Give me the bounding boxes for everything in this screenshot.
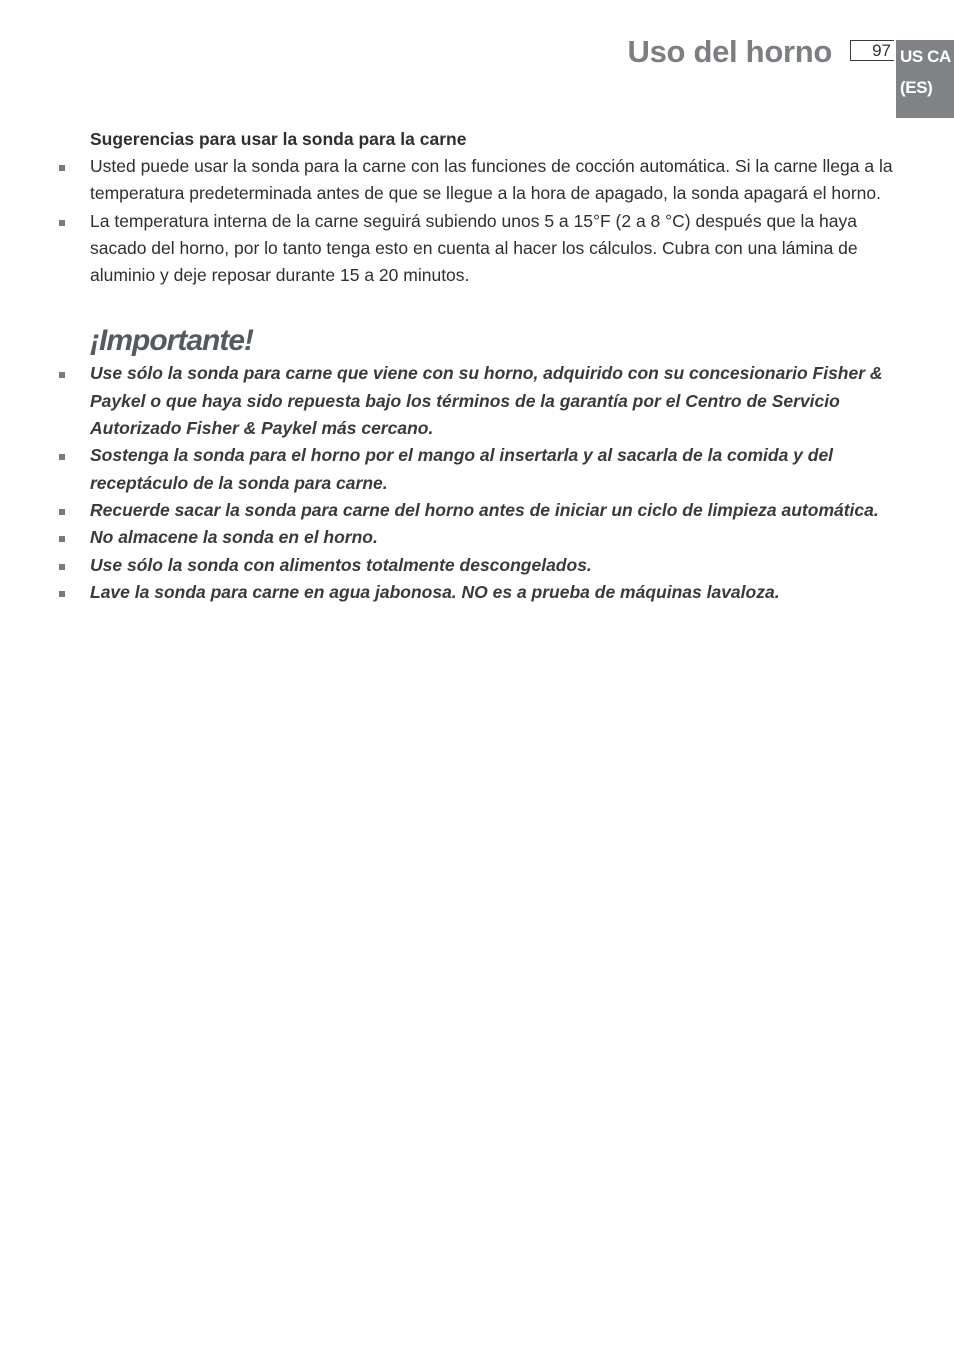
square-bullet-icon xyxy=(59,536,65,542)
list-item xyxy=(90,360,900,442)
list-item xyxy=(90,524,900,551)
list-item xyxy=(90,579,900,606)
page-number: 97 xyxy=(850,40,894,61)
important-list xyxy=(90,360,900,606)
list-item-text: Recuerde sacar la sonda para carne del horno antes de iniciar un ciclo de limpieza automática. xyxy=(90,499,879,520)
list-item-text: No almacene la sonda en el horno. xyxy=(90,527,378,548)
language-tab xyxy=(896,40,954,118)
main-content xyxy=(90,126,900,606)
language-tab-region: US CA xyxy=(900,47,951,66)
square-bullet-icon xyxy=(59,220,65,226)
tips-heading: Sugerencias para usar la sonda para la carne xyxy=(90,129,467,149)
list-item-text: Usted puede usar la sonda para la carne con las funciones de cocción automática. Si la carne llega a la temperatura predeterminada antes de que se llegue a la hora de apagado, la sonda apagará el horno. xyxy=(90,156,893,204)
square-bullet-icon xyxy=(59,591,65,597)
list-item-text: Use sólo la sonda para carne que viene con su horno, adquirido con su concesionario Fisher & Paykel o que haya sido repuesta bajo los términos de la garantía por el Centro de Servicio Autorizado Fisher & Paykel más cercano. xyxy=(90,363,883,439)
square-bullet-icon xyxy=(59,165,65,171)
square-bullet-icon xyxy=(59,372,65,378)
list-item-text: La temperatura interna de la carne seguirá subiendo unos 5 a 15°F (2 a 8 °C) después que la haya sacado del horno, por lo tanto tenga esto en cuenta al hacer los cálculos. Cubra con una lámina de aluminio y deje reposar durante 15 a 20 minutos. xyxy=(90,210,858,286)
important-heading: ¡Importante! xyxy=(90,324,253,358)
list-item-text: Sostenga la sonda para el horno por el mango al insertarla y al sacarla de la comida y del receptáculo de la sonda para carne. xyxy=(90,445,834,493)
language-tab-language: (ES) xyxy=(900,78,933,97)
square-bullet-icon xyxy=(59,454,65,460)
list-item xyxy=(90,497,900,524)
list-item xyxy=(90,552,900,579)
list-item xyxy=(90,153,900,208)
list-item xyxy=(90,208,900,290)
square-bullet-icon xyxy=(59,564,65,570)
list-item-text: Lave la sonda para carne en agua jabonosa. NO es a prueba de máquinas lavaloza. xyxy=(90,581,780,602)
list-item xyxy=(90,442,900,497)
square-bullet-icon xyxy=(59,509,65,515)
tips-list xyxy=(90,153,900,289)
list-item-text: Use sólo la sonda con alimentos totalmente descongelados. xyxy=(90,554,592,575)
page-title: Uso del horno xyxy=(627,34,832,69)
